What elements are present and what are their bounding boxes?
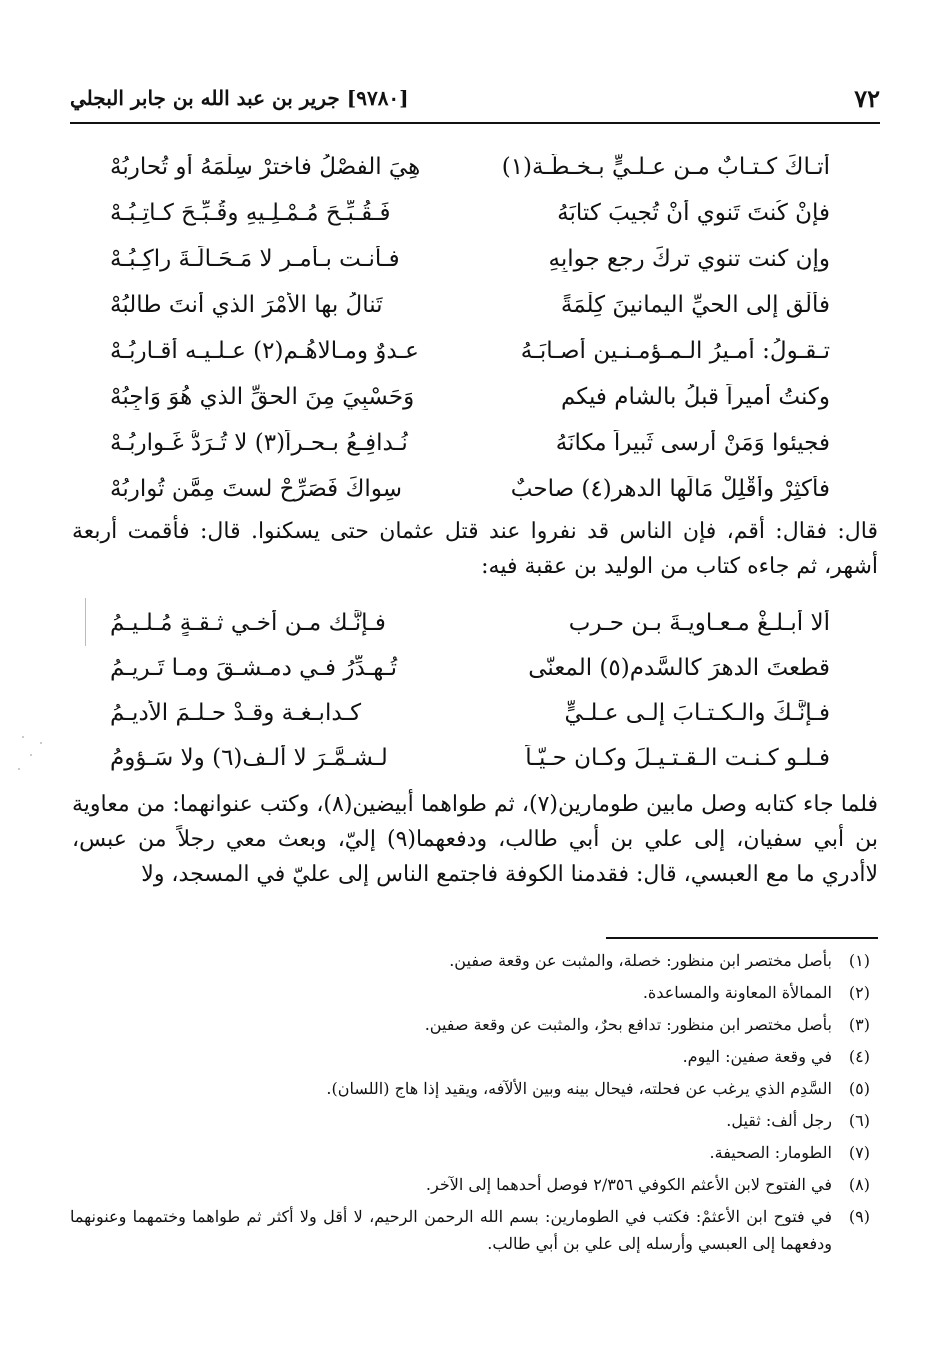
verse-first-hemistich: وإن كنت تنوي تركَ رجعِ جوابِهِ [548, 246, 830, 272]
poem-verse [110, 735, 830, 780]
poem-verse [110, 645, 830, 690]
verse-second-hemistich: نُـدافِـعُ بـحـراً(٣) لا تُـرَدُّ غَـوارِبُـهْ [110, 430, 408, 456]
footnote-number: (٩) [848, 1207, 870, 1226]
poem-verse [110, 282, 830, 328]
verse-second-hemistich: فـإنَّـك مـن أخـي ثـقـةٍ مُـلـيـمُ [110, 609, 386, 636]
verse-first-hemistich: قطعتَ الدهرَ كالسَّدم(٥) المعنّى [528, 654, 830, 681]
footnote-text: رجل ألف: ثقيل. [726, 1111, 832, 1130]
footnote-text: في فتوح ابن الأعثمْ: فكتب في الطومارين: بسم الله الرحمن الرحيم، لا أقل ولا أكثر ثم طواهما وختمهما وعنونهما ودفعهما إلى العبسي وأرسله إلى علي بن أبي طالب. [70, 1207, 832, 1253]
poem-verse [110, 690, 830, 735]
verse-first-hemistich: فألْقِ إلى الحيِّ اليمانينَ كِلْمَةً [560, 292, 830, 318]
verse-first-hemistich: فـلـو كـنـت الـقـتـيـلَ وكـان حـيّـاً [525, 744, 830, 771]
footnote-number: (٤) [848, 1047, 870, 1066]
footnote-text: الممالأة المعاونة والمساعدة. [642, 983, 832, 1002]
prose-paragraph: فلما جاء كتابه وصل مابين طومارين(٧)، ثم طواهما أبيضين(٨)، وكتب عنوانهما: من معاوية بن أبي سفيان، إلى علي بن أبي طالب، ودفعهما(٩) إليّ، وبعث معي رجلاً من عبس، لاأدري ما مع العبسي، قال: فقدمنا الكوفة فاجتمع الناس إلى عليّ في المسجد، ولا [72, 792, 878, 887]
poem-verse [110, 328, 830, 374]
poem-verse [110, 374, 830, 420]
verse-second-hemistich: سِواكَ فَصَرِّحْ لستَ مِمَّن تُوارِبُهْ [110, 476, 402, 502]
footnote [70, 1171, 870, 1198]
footnote [70, 1075, 870, 1102]
page-number: ٧٢ [854, 84, 880, 113]
poem-verse [110, 420, 830, 466]
footnote-text: في وقعة صفين: اليوم. [682, 1047, 832, 1066]
footnote-text: الطومار: الصحيفة. [709, 1143, 832, 1162]
footnote [70, 1203, 870, 1257]
poem-first [110, 144, 830, 512]
verse-second-hemistich: عـدوٌ ومـالاهُـم(٢) عـلـيـه أقـاربُـهْ [110, 338, 419, 364]
footnote [70, 979, 870, 1006]
verse-first-hemistich: ألا أبـلـغْ مـعـاويـةَ بـن حـرب [568, 609, 830, 636]
running-title: [٩٧٨٠] جرير بن عبد الله بن جابر البجلي [70, 86, 409, 110]
footnote-number: (٣) [848, 1015, 870, 1034]
footnote-text: السَّدِم الذي يرغب عن فحلته، فيحال بينه وبين الألآفه، ويقيد إذا هاج (اللسان). [326, 1079, 832, 1098]
verse-second-hemistich: وَحَسْبِيَ مِنَ الحقِّ الذي هُوَ وَاجِبُهْ [110, 384, 415, 410]
verse-first-hemistich: فأكثِرْ وأقْلِلْ مَالَها الدهر(٤) صاحبٌ [510, 476, 830, 502]
footnote [70, 1139, 870, 1166]
verse-second-hemistich: كـدابـغـة وقـدْ حـلـمَ الأديـمُ [110, 699, 362, 726]
scan-speck [40, 742, 42, 744]
verse-first-hemistich: تـقـولُ: أمـيرُ الـمـؤمـنـين أصـابَـهُ [520, 338, 830, 364]
footnote-text: في الفتوح لابن الأعثم الكوفي ٢/٣٥٦ فوصل أحدهما إلى الآخر. [425, 1175, 832, 1194]
prose-paragraph: قال: فقال: أقم، فإن الناس قد نفروا عند قتل عثمان حتى يسكنوا. قال: فأقمت أربعة أشهر، ثم جاءه كتاب من الوليد بن عقبة فيه: [72, 519, 878, 579]
verse-second-hemistich: فـأنـت بـأمـرٍ لا مَـحَـالَـةَ راكِـبُـهْ [110, 246, 400, 272]
poem-verse [110, 600, 830, 645]
verse-second-hemistich: تُـهـدِّرُ فـي دمـشـقَ ومـا تَـريـمُ [110, 654, 397, 681]
footnote-number: (١) [848, 951, 870, 970]
verse-first-hemistich: فـإنَّـكَ والـكـتـابَ إلـى عـلـيٍّ [564, 699, 830, 726]
verse-second-hemistich: تَنالُ بها الأمْرَ الذي أنتَ طالبُهْ [110, 292, 383, 318]
footnote-separator [606, 937, 878, 939]
poem-verse [110, 144, 830, 190]
scan-speck [30, 754, 32, 756]
verse-first-hemistich: فإنْ كُنتَ تَنوي أنْ تُجيبَ كتابَهُ [557, 200, 830, 226]
verse-second-hemistich: فَـقُـبِّـحَ مُـمْـلِـيهِ وقُـبِّـحَ كـاتِـبُـهْ [110, 200, 391, 226]
verse-first-hemistich: وكنتُ أميراً قبلُ بالشام فيكم [560, 384, 830, 410]
footnote [70, 1043, 870, 1070]
margin-mark [85, 598, 86, 646]
footnotes [70, 947, 870, 1262]
footnote [70, 1107, 870, 1134]
poem-verse [110, 190, 830, 236]
footnote [70, 1011, 870, 1038]
footnote-number: (٧) [848, 1143, 870, 1162]
poem-second [110, 600, 830, 780]
scan-speck [18, 768, 20, 770]
scan-speck [22, 736, 24, 738]
footnote-number: (٦) [848, 1111, 870, 1130]
poem-verse [110, 236, 830, 282]
footnote [70, 947, 870, 974]
footnote-text: بأصل مختصر ابن منظور: خصلة، والمثبت عن وقعة صفين. [449, 951, 832, 970]
footnote-text: بأصل مختصر ابن منظور: تدافع بحرٌ، والمثبت عن وقعة صفين. [424, 1015, 832, 1034]
footnote-number: (٢) [848, 983, 870, 1002]
footnote-number: (٨) [848, 1175, 870, 1194]
page-header [70, 78, 880, 124]
footnote-number: (٥) [848, 1079, 870, 1098]
verse-first-hemistich: فجيئوا وَمَنْ أرسى ثَبيراً مكانَهُ [555, 430, 830, 456]
verse-second-hemistich: لـشـمَّـرَ لا ألـف(٦) ولا سَـؤومُ [110, 744, 388, 771]
poem-verse [110, 466, 830, 512]
verse-second-hemistich: هِيَ الفصْلُ فاخترْ سِلْمَهُ أو تُحاربُهْ [110, 154, 421, 180]
verse-first-hemistich: أتـاكَ كـتـابٌ مـن عـلـيٍّ بـخـطّـة(١) [501, 154, 830, 180]
